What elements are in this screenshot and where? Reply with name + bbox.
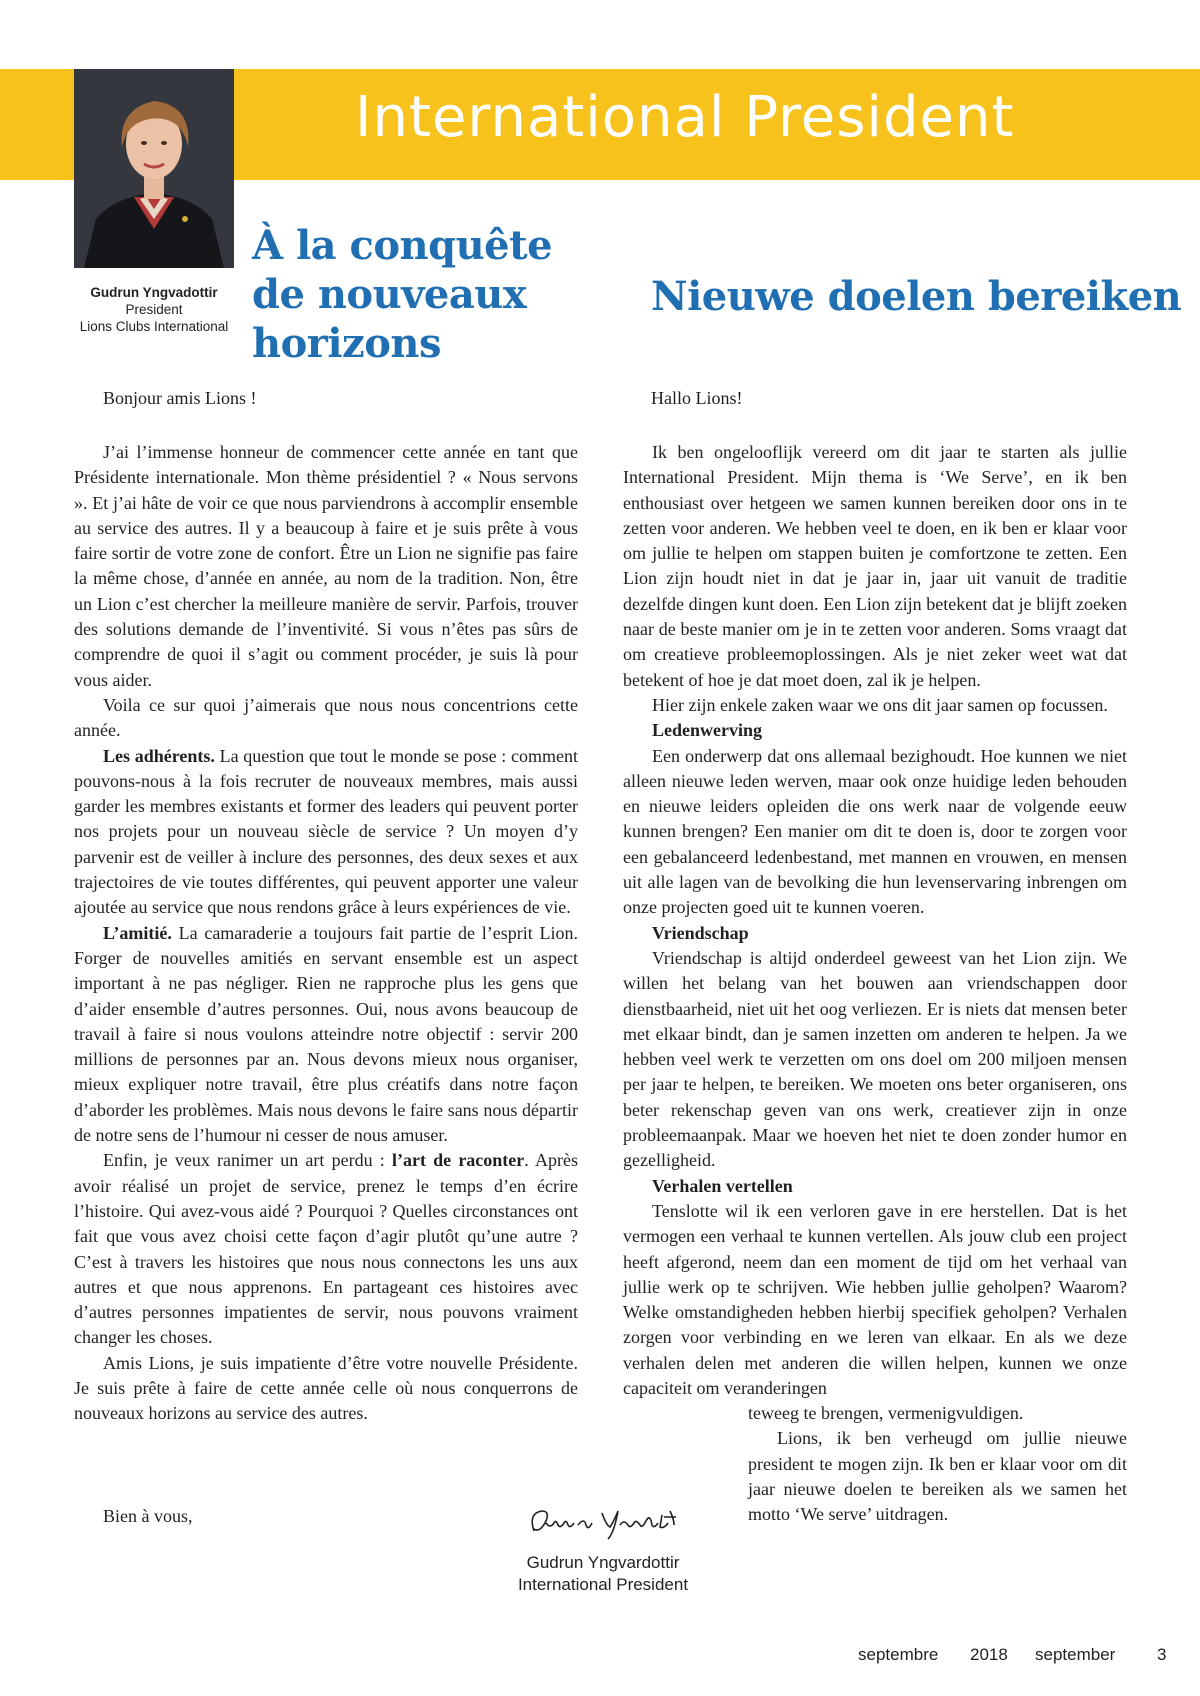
dutch-paragraph: Lions, ik ben verheugd om jullie nieuwe president te mogen zijn. Ik ben er klaar voor om dit jaar nieuwe doelen te bereiken als we samen het motto ‘We serve’ uitdragen. [748,1428,1127,1525]
dutch-paragraph: Tenslotte wil ik een verloren gave in ere herstellen. Dat is het vermogen een verhaal te kunnen vertellen. Als jouw club een project heeft afgerond, neem dan een moment de tijd om het verhaal van jullie werk op te schrijven. Wie hebben jullie geholpen? Waarom? Welke omstandigheden hebben hierbij specifiek geholpen? Verhalen zorgen voor verbinding en we leren van elkaar. En als we deze verhalen delen met anderen die willen helpen, kunnen we onze capaciteit om veranderingen [623,1200,1127,1398]
caption-org: Lions Clubs International [79,319,229,334]
french-heading: À la conquête de nouveaux horizons [252,222,553,367]
french-article [74,440,578,1427]
banner-title: International President [355,85,1015,150]
dutch-article [623,440,1127,1401]
french-paragraph: Enfin, je veux ranimer un art perdu : l’art de raconter. Après avoir réalisé un projet de service, prenez le temps d’en écrire l’histoire. Qui avez-vous aidé ? Pourquoi ? Quelles circonstances ont fait que vous avez choisi cette façon d’agir plutôt qu’une autre ? C’est à travers les histoires que nous nous connectons les uns aux autres et que nous apprenons. En partageant ces histoires avec d’autres personnes impatientes de servir, nous pouvons vraiment changer les choses. [74,1150,578,1348]
page-number: 3 [1157,1645,1167,1664]
french-paragraph: L’amitié. La camaraderie a toujours fait partie de l’esprit Lion. Forger de nouvelles amitiés en servant ensemble est un aspect important à ne pas négliger. Rien ne rapproche plus les gens que d’aider ensemble d’autres personnes. Oui, nous avons beaucoup de travail à faire si nous voulons atteindre notre objectif : servir 200 millions de personnes par an. Nous devons mieux nous organiser, mieux expliquer notre travail, être plus créatifs dans notre façon d’aborder les problèmes. Mais nous devons le faire sans nous départir de notre sens de l’humour ni cesser de nous amuser. [74,922,578,1146]
dutch-subhead: Vriendschap [652,922,749,943]
dutch-paragraph: Hier zijn enkele zaken waar we ons dit jaar samen op focussen. [652,694,1108,715]
dutch-paragraph: Een onderwerp dat ons allemaal bezighoudt. Hoe kunnen we niet alleen nieuwe leden werven, maar ook onze huidige leden behouden en nieuwe leiders opleiden die ons werk naar de volgende eeuw kunnen brengen? Een manier om dit te doen is, door te zorgen voor een gebalanceerd ledenbestand, met mannen en vrouwen, en mensen uit alle lagen van de bevolking die hun levenservaring inbrengen om onze projecten goed uit te kunnen voeren. [623,745,1127,918]
dutch-greeting: Hallo Lions! [651,388,743,408]
french-closing: Bien à vous, [103,1506,193,1526]
dutch-heading: Nieuwe doelen bereiken [651,273,1182,320]
dutch-paragraph: Vriendschap is altijd onderdeel geweest van het Lion zijn. We willen het belang van het bouwen aan vriendschappen door dienstbaarheid, niet uit het oog verliezen. Er is niets dat mensen beter met elkaar bindt, dan je samen inzetten om anderen te helpen. Ja we hebben veel werk te verzetten om ons doel om 200 miljoen mensen per jaar te helpen, te bereiken. We moeten ons beter organiseren, ons beter rekenschap geven van ons werk, creatiever zijn in onze probleemaanpak. Maar we hoeven het niet te doen zonder humor en gezelligheid. [623,947,1127,1171]
signature-block [488,1552,718,1596]
french-paragraph: Voila ce sur quoi j’aimerais que nous nous concentrions cette année. [74,694,578,741]
footer-month-nl: september [1035,1645,1116,1664]
president-photo [74,69,234,268]
footer-year: 2018 [970,1645,1008,1664]
french-emphasis: l’art de raconter [391,1150,525,1171]
dutch-subhead: Ledenwerving [652,720,762,741]
signature-role: International President [517,1575,689,1594]
dutch-paragraph: teweeg te brengen, vermenigvuldigen. [748,1403,1024,1423]
photo-caption [66,284,242,335]
french-greeting: Bonjour amis Lions ! [103,388,257,408]
french-paragraph: Les adhérents. La question que tout le monde se pose : comment pouvons-nous à la fois recruter de nouveaux membres, mais aussi garder les membres existants et former des leaders qui peuvent porter nos projets pour un nouveau siècle de service ? Un moyen d’y parvenir est de veiller à inclure des personnes, des deux sexes et aux trajectoires de vie toutes différentes, qui peuvent apporter une valeur ajoutée au service que nous rendons grâce à leurs expériences de vie. [74,745,578,918]
dutch-article-tail [748,1401,1127,1527]
handwritten-signature [524,1503,684,1543]
french-paragraph: J’ai l’immense honneur de commencer cette année en tant que Présidente internationale. Mon thème présidentiel ? « Nous servons ». Et j’ai hâte de voir ce que nous parviendrons à accomplir ensemble au service des autres. Il y a beaucoup à faire et je suis prête à vous faire sortir de votre zone de confort. Être un Lion ne signifie pas faire la même chose, d’année en année, au nom de la tradition. Non, être un Lion c’est chercher la meilleure manière de servir. Parfois, trouver des solutions demande de l’inventivité. Si vous n’êtes pas sûrs de comprendre de quoi il s’agit ou comment procéder, je suis là pour vous aider. [74,442,578,690]
french-subhead: L’amitié. [103,922,172,943]
footer-month-fr: septembre [858,1645,939,1664]
french-subhead: Les adhérents. [103,745,215,766]
signature-name: Gudrun Yngvardottir [526,1553,680,1572]
french-paragraph: Amis Lions, je suis impatiente d’être votre nouvelle Présidente. Je suis prête à faire de cette année celle où nous conquerrons de nouveaux horizons au service des autres. [74,1352,578,1424]
dutch-paragraph: Ik ben ongelooflijk vereerd om dit jaar te starten als jullie International President. Mijn thema is ‘We Serve’, en ik ben enthousiast over hetgeen we samen kunnen bereiken door ons in te zetten voor anderen. We hebben veel te doen, en ik ben er klaar voor om jullie te helpen om stappen buiten je comfortzone te zetten. Een Lion zijn houdt niet in dat je jaar in, jaar uit vanuit de traditie dezelfde dingen kunt doen. Een Lion zijn betekent dat je blijft zoeken naar de beste manier om je in te zetten voor anderen. Soms vraagt dat om creatieve probleemoplossingen. Als je niet zeker weet wat dat betekent of hoe je dat moet doen, zal ik je helpen. [623,442,1127,690]
caption-name: Gudrun Yngvadottir [90,285,218,300]
caption-role: President [125,302,183,317]
dutch-subhead: Verhalen vertellen [652,1175,793,1196]
